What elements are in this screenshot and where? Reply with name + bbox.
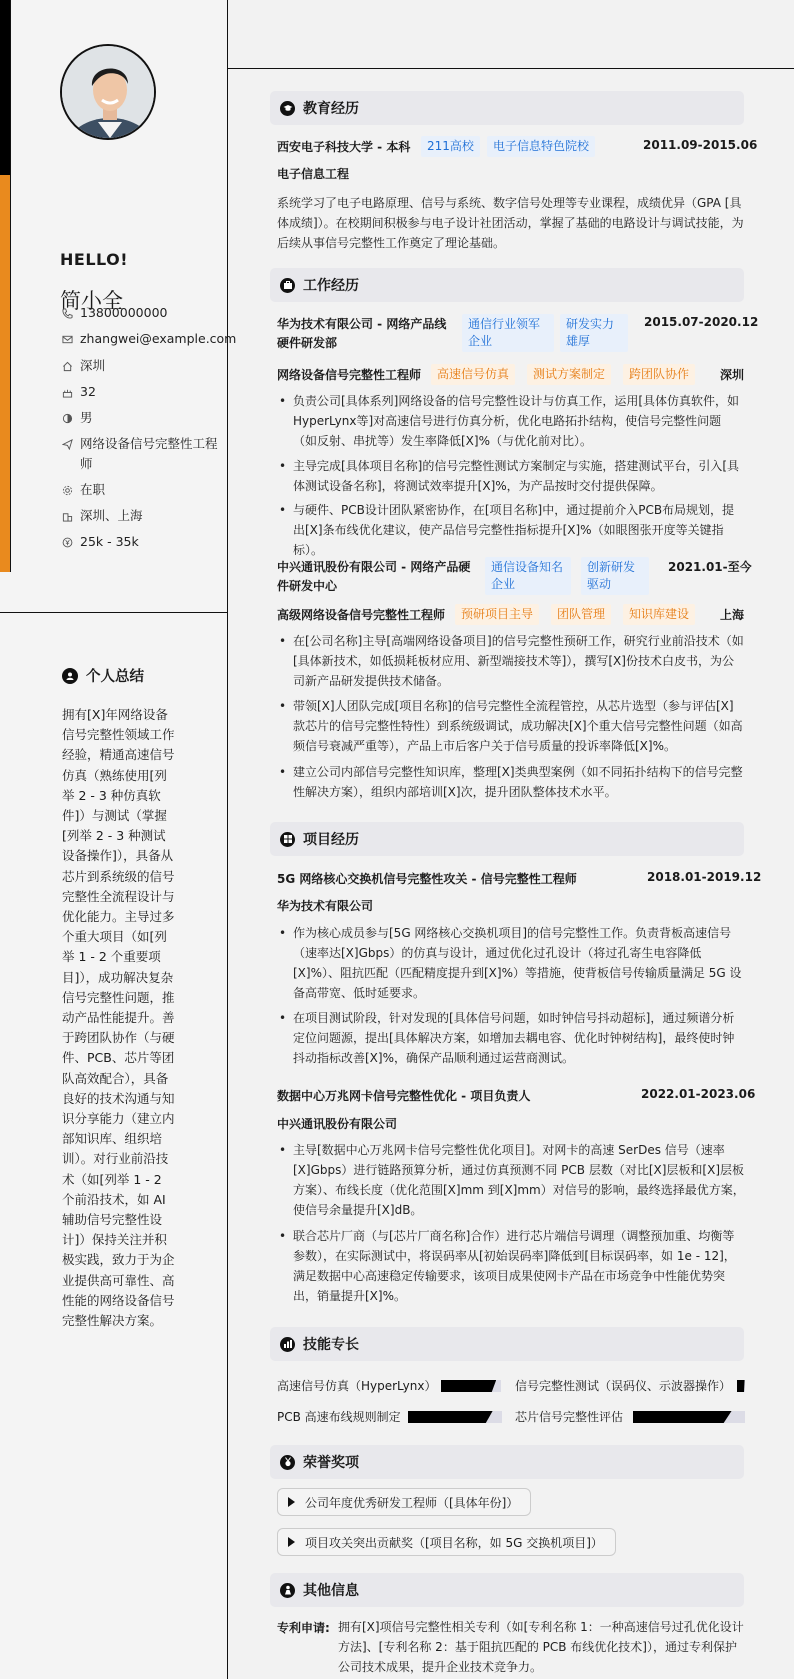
send-icon bbox=[62, 434, 80, 454]
education-description: 系统学习了电子电路原理、信号与系统、数字信号处理等专业课程，成绩优异（GPA [具体成绩]）。在校期间积极参与电子设计社团活动，掌握了基础的电路设计与调试技能，为后续从事信号完整性工作奠定了理论基础。 bbox=[277, 196, 744, 250]
job-skill-tag: 跨团队协作 bbox=[623, 364, 695, 385]
skills-heading: 技能专长 bbox=[270, 1327, 744, 1361]
phone-value: 13800000000 bbox=[80, 305, 168, 320]
email-row bbox=[62, 329, 237, 349]
email-value: zhangwei@example.com bbox=[80, 331, 237, 346]
sidebar-accent-bar bbox=[0, 0, 10, 572]
work-heading: 工作经历 bbox=[270, 268, 744, 302]
building-icon bbox=[62, 506, 80, 526]
job-role: 高级网络设备信号完整性工程师 bbox=[277, 608, 446, 622]
education-tag: 电子信息特色院校 bbox=[487, 136, 595, 157]
job-bullet: • 与硬件、PCB设计团队紧密协作，在[项目名称]中，通过提前介入PCB布局规划，提出[X]条布线优化建议，使产品信号完整性指标提升[X]%（如眼图张开度等关键指标）。 bbox=[277, 500, 745, 560]
education-school: 西安电子科技大学 - 本科 bbox=[277, 140, 411, 154]
skill-bar-fill bbox=[441, 1380, 496, 1392]
job-tag: 通信行业领军企业 bbox=[462, 314, 554, 352]
summary-text: 拥有[X]年网络设备信号完整性领域工作经验，精通高速信号仿真（熟练使用[列举 2 - 3 种仿真软件]）与测试（掌握[列举 2 - 3 种测试设备操作]），具备从芯片到系统级的信号完整性全流程设计与优化能力。主导过多个重大项目（如[列举 1 - 2 个重要项目]），成功解决复杂信号完整性问题，推动产品性能提升。善于跨团队协作（与硬件、PCB、芯片等团队高效配合），具备良好的技术沟通与知识分享能力（建立内部知识库、组织培训）。对行业前沿技术（如[列举 1 - 2 个前沿技术，如 AI 辅助信号完整性设计]）保持关注并积极实践，致力于为企业提供高可靠性、高性能的网络设备信号完整性解决方案。 bbox=[62, 707, 175, 1329]
avatar bbox=[60, 44, 156, 140]
skill-name: 信号完整性测试（误码仪、示波器操作） bbox=[515, 1379, 732, 1393]
money-icon bbox=[62, 532, 80, 552]
project-period: 2018.01-2019.12 bbox=[647, 870, 762, 884]
honors-heading: 荣誉奖项 bbox=[270, 1445, 744, 1479]
hello-heading: HELLO! bbox=[60, 250, 129, 269]
education-heading: 教育经历 bbox=[270, 91, 744, 125]
other-label: 专利申请: bbox=[277, 1621, 330, 1635]
person-icon bbox=[280, 1583, 295, 1598]
age-row bbox=[62, 382, 224, 402]
grid-icon bbox=[280, 832, 295, 847]
phone-row bbox=[62, 303, 224, 323]
gear-icon bbox=[62, 480, 80, 500]
cake-icon bbox=[62, 382, 80, 402]
education-period: 2011.09-2015.06 bbox=[643, 138, 758, 152]
status-value: 在职 bbox=[80, 482, 106, 497]
education-tag: 211高校 bbox=[421, 136, 480, 157]
play-icon bbox=[288, 1497, 295, 1507]
education-major: 电子信息工程 bbox=[277, 167, 350, 181]
city-row bbox=[62, 356, 224, 376]
honor-item: 公司年度优秀研发工程师（[具体年份]） bbox=[277, 1488, 531, 1516]
medal-icon bbox=[280, 1455, 295, 1470]
bar-chart-icon bbox=[280, 1337, 295, 1352]
project-bullet: • 作为核心成员参与[5G 网络核心交换机项目]的信号完整性工作。负责背板高速信号（速率达[X]Gbps）的仿真与设计，通过优化过孔设计（将过孔寄生电容降低[X]%）、阻抗匹配（匹配精度提升到[X]%）等措施，使背板信号传输质量满足 5G 设备高带宽、低时延要求。 bbox=[277, 923, 745, 1003]
job-bullet: • 主导完成[具体项目名称]的信号完整性测试方案制定与实施，搭建测试平台，引入[具体测试设备名称]，将测试效率提升[X]%，为产品按时交付提供保障。 bbox=[277, 456, 745, 496]
skill-bar-fill bbox=[737, 1380, 745, 1392]
project-bullet: • 联合芯片厂商（与[芯片厂商名称]合作）进行芯片端信号调理（调整预加重、均衡等参数），在实际测试中，将误码率从[初始误码率]降低到[目标误码率，如 1e - 12]，满足数据中心高速稳定传输要求，该项目成果使网卡产品在市场竞争中性能优势突出，销量提升[X]%。 bbox=[277, 1226, 745, 1306]
job-city: 上海 bbox=[720, 608, 745, 622]
briefcase-icon bbox=[280, 278, 295, 293]
gender-icon bbox=[62, 408, 80, 428]
job-value: 网络设备信号完整性工程师 bbox=[80, 436, 218, 471]
project-name: 数据中心万兆网卡信号完整性优化 - 项目负责人 bbox=[277, 1089, 531, 1103]
honor-item: 项目攻关突出贡献奖（[项目名称，如 5G 交换机项目]） bbox=[277, 1528, 616, 1556]
project-period: 2022.01-2023.06 bbox=[641, 1087, 756, 1101]
job-period: 2015.07-2020.12 bbox=[644, 315, 759, 329]
skill-name: PCB 高速布线规则制定 bbox=[277, 1410, 401, 1424]
job-city: 深圳 bbox=[720, 368, 745, 382]
age-value: 32 bbox=[80, 384, 96, 399]
target-city-row bbox=[62, 506, 224, 526]
status-row bbox=[62, 480, 224, 500]
job-skill-tag: 知识库建设 bbox=[623, 604, 695, 625]
job-skill-tag: 高速信号仿真 bbox=[431, 364, 515, 385]
project-bullet: • 在项目测试阶段，针对发现的[具体信号问题，如时钟信号抖动超标]，通过频谱分析定位问题源，提出[具体解决方案，如增加去耦电容、优化时钟树结构]，最终使时钟抖动指标改善[X]%，确保产品顺利通过运营商测试。 bbox=[277, 1008, 745, 1068]
gender-value: 男 bbox=[80, 410, 93, 425]
home-icon bbox=[62, 356, 80, 376]
job-tag: 通信设备知名企业 bbox=[485, 557, 571, 595]
job-bullet: • 负责公司[具体系列]网络设备的信号完整性设计与仿真工作，运用[具体仿真软件，如 HyperLynx等]对高速信号进行仿真分析，优化电路拓扑结构，使信号完整性问题（如反射、串扰等）发生率降低[X]%（与优化前对比）。 bbox=[277, 391, 745, 451]
gender-row bbox=[62, 408, 224, 428]
skill-bar-fill bbox=[633, 1411, 732, 1423]
job-company: 华为技术有限公司 - 网络产品线硬件研发部 bbox=[277, 317, 447, 350]
job-row bbox=[62, 434, 224, 474]
job-skill-tag: 预研项目主导 bbox=[455, 604, 539, 625]
graduation-cap-icon bbox=[280, 101, 295, 116]
target-city-value: 深圳、上海 bbox=[80, 508, 143, 523]
project-bullet: • 主导[数据中心万兆网卡信号完整性优化项目]。对网卡的高速 SerDes 信号（速率[X]Gbps）进行链路预算分析，通过仿真预测不同 PCB 层数（对比[X]层板和[X]层板方案）、布线长度（优化范围[X]mm 到[X]mm）对信号的影响，最终选择最优方案，使信号余量提升[X]dB。 bbox=[277, 1140, 745, 1220]
mail-icon bbox=[62, 329, 80, 349]
phone-icon bbox=[62, 303, 80, 323]
job-bullet: • 建立公司内部信号完整性知识库，整理[X]类典型案例（如不同拓扑结构下的信号完整性解决方案），组织内部培训[X]次，提升团队整体技术水平。 bbox=[277, 762, 745, 802]
job-skill-tag: 测试方案制定 bbox=[527, 364, 611, 385]
job-bullet: • 带领[X]人团队完成[项目名称]的信号完整性全流程管控，从芯片选型（参与评估[X]款芯片的信号完整性特性）到系统级调试，成功解决[X]个重大信号完整性问题（如高频信号衰减严重等），产品上市后客户关于信号质量的投诉率降低[X]%。 bbox=[277, 696, 745, 756]
city-value: 深圳 bbox=[80, 358, 106, 373]
play-icon bbox=[288, 1537, 295, 1547]
job-tag: 研发实力雄厚 bbox=[560, 314, 628, 352]
sidebar-horizontal-rule bbox=[0, 612, 228, 613]
skill-name: 芯片信号完整性评估 bbox=[515, 1410, 624, 1424]
job-period: 2021.01-至今 bbox=[668, 560, 752, 574]
project-name: 5G 网络核心交换机信号完整性攻关 - 信号完整性工程师 bbox=[277, 872, 577, 886]
job-company: 中兴通讯股份有限公司 - 网络产品硬件研发中心 bbox=[277, 560, 471, 593]
other-text: 拥有[X]项信号完整性相关专利（如[专利名称 1：一种高速信号过孔优化设计方法]、[专利名称 2：基于阻抗匹配的 PCB 布线优化技术]），通过专利保护公司技术成果，提升企业技术竞争力。 bbox=[338, 1620, 744, 1674]
project-company: 华为技术有限公司 bbox=[277, 899, 374, 913]
salary-row bbox=[62, 532, 224, 552]
user-icon bbox=[62, 668, 78, 684]
project-company: 中兴通讯股份有限公司 bbox=[277, 1117, 398, 1131]
projects-heading: 项目经历 bbox=[270, 822, 744, 856]
skill-name: 高速信号仿真（HyperLynx） bbox=[277, 1379, 437, 1393]
sidebar-divider bbox=[10, 0, 11, 572]
skill-bar-fill bbox=[408, 1411, 493, 1423]
other-heading: 其他信息 bbox=[270, 1573, 744, 1607]
summary-heading: 个人总结 bbox=[62, 665, 144, 686]
job-role: 网络设备信号完整性工程师 bbox=[277, 368, 422, 382]
job-tag: 创新研发驱动 bbox=[581, 557, 649, 595]
salary-value: 25k - 35k bbox=[80, 534, 139, 549]
job-bullet: • 在[公司名称]主导[高端网络设备项目]的信号完整性预研工作，研究行业前沿技术（如[具体新技术，如低损耗板材应用、新型端接技术等]），撰写[X]份技术白皮书，为公司新产品研发提供技术储备。 bbox=[277, 631, 745, 691]
candidate-name: 简小全 bbox=[60, 289, 123, 313]
header-rule bbox=[228, 68, 794, 69]
job-skill-tag: 团队管理 bbox=[551, 604, 611, 625]
